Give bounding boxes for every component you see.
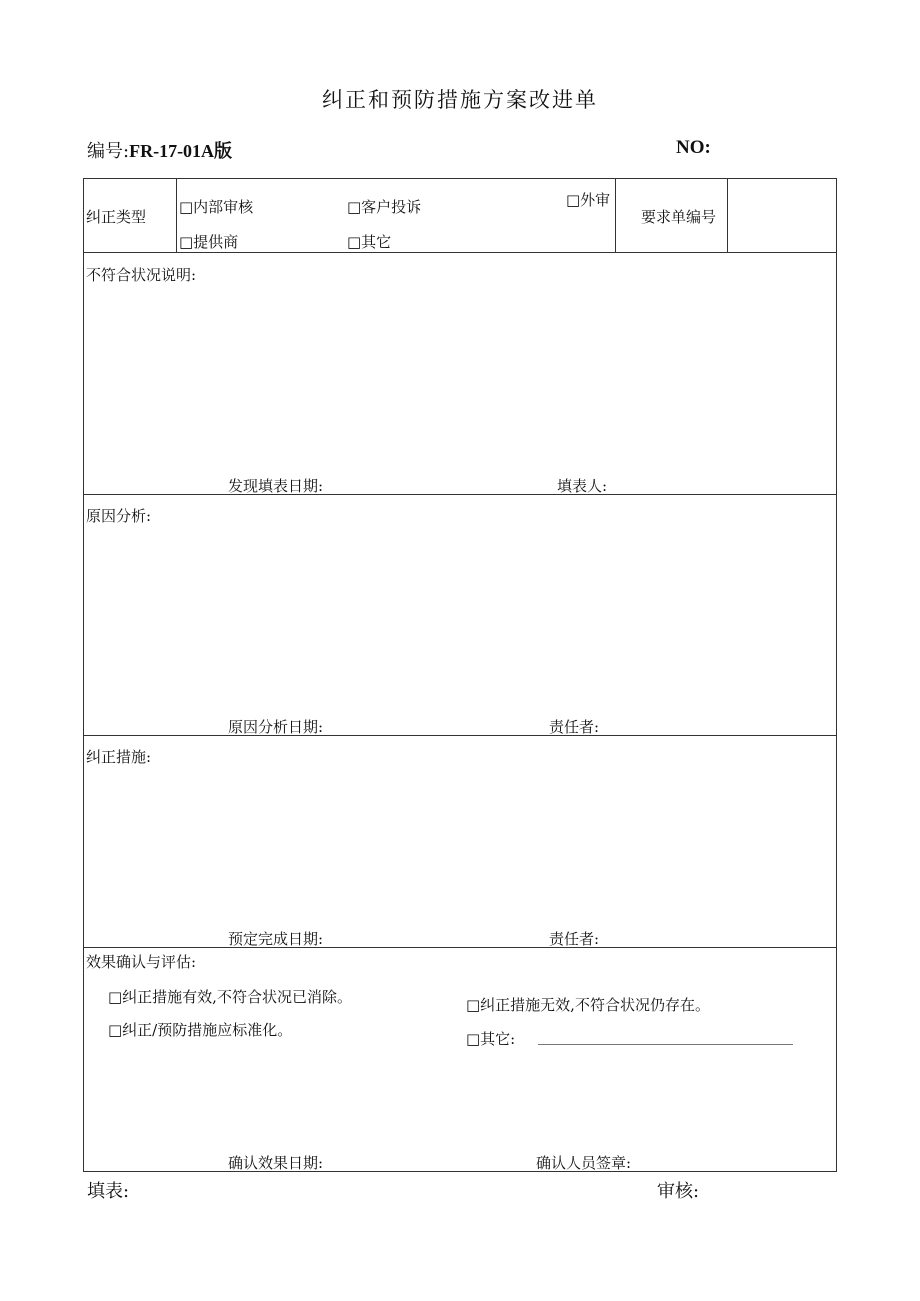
option-effect-other[interactable]: □其它: [466,1030,516,1048]
option-ineffective[interactable]: □纠正措施无效,不符合状况仍存在。 [466,996,710,1014]
effect-confirmation-date-label: 确认效果日期: [228,1154,324,1172]
option-supplier[interactable]: □提供商 [179,233,239,251]
filler-label: 填表人: [557,477,608,495]
option-internal-audit[interactable]: □内部审核 [179,198,254,216]
cause-analysis-label: 原因分析: [86,507,152,525]
discovery-date-label: 发现填表日期: [228,477,324,495]
form-code-label: 编号: [87,141,130,162]
correction-responsible-label: 责任者: [549,930,600,948]
option-external-audit[interactable]: □外审 [566,191,611,209]
option-customer-complaint[interactable]: □客户投诉 [347,198,422,216]
filled-by-label: 填表: [87,1181,130,1202]
planned-completion-date-label: 预定完成日期: [228,930,324,948]
request-number-field[interactable] [730,181,834,250]
effect-other-input-line[interactable] [538,1044,793,1045]
cause-analysis-text-area[interactable] [86,528,834,708]
form-no-label: NO: [676,137,711,158]
option-other[interactable]: □其它 [347,233,392,251]
type-label: 纠正类型 [86,208,147,226]
corrective-action-label: 纠正措施: [86,748,152,766]
form-code-value: FR-17-01A版 [129,141,233,161]
cause-analysis-date-label: 原因分析日期: [228,718,324,736]
confirmer-signature-label: 确认人员签章: [536,1154,632,1172]
form-code [87,137,232,163]
reviewed-by-label: 审核: [657,1181,700,1202]
cause-responsible-label: 责任者: [549,718,600,736]
effect-evaluation-label: 效果确认与评估: [86,953,197,971]
corrective-action-text-area[interactable] [86,770,834,920]
option-standardized[interactable]: □纠正/预防措施应标准化。 [108,1021,293,1039]
nonconformity-text-area[interactable] [86,288,834,468]
request-number-label: 要求单编号 [641,208,717,226]
form-title: 纠正和预防措施方案改进单 [322,88,598,112]
option-effective[interactable]: □纠正措施有效,不符合状况已消除。 [108,988,352,1006]
nonconformity-label: 不符合状况说明: [86,266,197,284]
